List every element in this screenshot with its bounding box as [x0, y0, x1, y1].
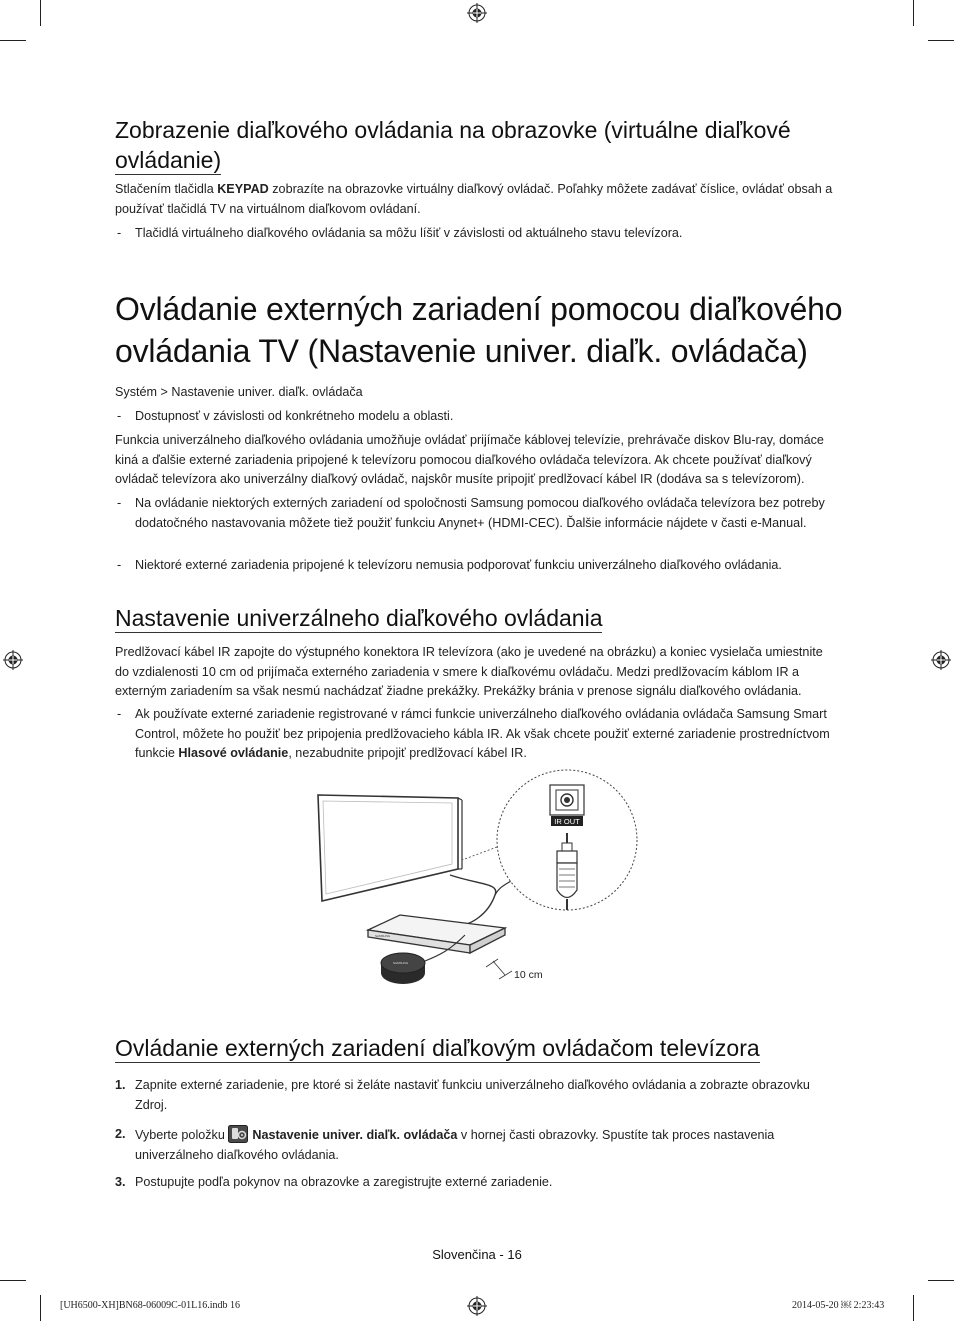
distance-indicator — [486, 959, 512, 979]
heading-line: Ovládanie externých zariadení diaľkovým ovládačom televízora — [115, 1035, 760, 1061]
registration-mark-icon — [3, 650, 23, 670]
section-control-heading — [115, 1033, 760, 1063]
print-info-left: [UH6500-XH]BN68-06009C-01L16.indb 16 — [60, 1300, 240, 1311]
e-manual-reference: e-Manual — [750, 515, 803, 530]
setting-term: Nastavenie univer. diaľk. ovládača — [252, 1128, 458, 1142]
text-span: zobrazíte na obrazovke virtuálny diaľkový ovládač. Poľahky môžete zadávať číslice, ovládať obsah a používať tlačidlá TV na virtuálnom diaľkovom ovládaní. — [115, 182, 833, 216]
text-span: Na ovládanie niektorých externých zariadení od spoločnosti Samsung pomocou diaľkového ovládača televízora bez potreby dodatočného nastavovania môžete tiež použiť funkciu Anynet+ (HDMI-CEC). Ďalšie informácie nájdete v časti — [135, 496, 825, 530]
step-number: 2. — [115, 1127, 126, 1141]
menu-path — [115, 383, 839, 403]
list-item — [115, 1125, 839, 1165]
text-span: Vyberte položku — [135, 1128, 229, 1142]
text-span: v hornej časti obrazovky. Spustíte tak proces nastavenia univerzálneho diaľkového ovládania. — [135, 1128, 775, 1162]
text-span: , nezabudnite pripojiť predlžovací kábel IR. — [288, 746, 527, 760]
menu-path-system: Systém — [115, 385, 157, 399]
virtual-remote-paragraph — [115, 180, 839, 219]
crop-mark — [928, 40, 954, 41]
distance-label: 10 cm — [514, 969, 543, 981]
heading-line: ovládanie) — [115, 147, 222, 173]
heading-line: Ovládanie externých zariadení pomocou diaľkového — [115, 291, 843, 327]
note-item — [115, 494, 839, 533]
text-span: . — [163, 1097, 168, 1112]
step-text — [135, 1076, 839, 1115]
step-number: 1. — [115, 1078, 126, 1092]
registration-mark-icon — [931, 650, 951, 670]
note-item — [115, 705, 839, 764]
registration-mark-icon — [467, 3, 487, 23]
crop-mark — [913, 0, 914, 26]
section-virtual-remote-heading — [115, 115, 791, 175]
step-text — [135, 1173, 839, 1193]
dash-bullet: - — [117, 409, 122, 423]
note-text — [135, 705, 839, 764]
crop-mark — [0, 40, 26, 41]
universal-remote-paragraph: Funkcia univerzálneho diaľkového ovládania umožňuje ovládať prijímače káblovej televízie, prehrávače diskov Blu-ray, domáce kiná a ďalšie externé zariadenia pripojené k televízoru pomocou diaľkového ovládača televízora. Ak chcete používať diaľkový ovládač televízora ako univerzálny diaľkový ovládač, najskôr musíte pripojiť predlžovací kábel IR (dodáva sa s televízorom). — [115, 433, 824, 486]
crop-mark — [0, 1280, 26, 1281]
text-span: Zapnite externé zariadenie, pre ktoré si želáte nastaviť funkciu univerzálneho diaľkového ovládania a zobrazte obrazovku — [135, 1078, 810, 1092]
dash-bullet: - — [117, 226, 122, 240]
external-device-illustration — [368, 915, 505, 953]
heading-line: ovládania TV (Nastavenie univer. diaľk. ovládača) — [115, 333, 808, 369]
step-number: 3. — [115, 1175, 126, 1189]
ir-cable-setup-figure — [300, 765, 650, 1000]
section-setup-heading — [115, 603, 602, 633]
page-number: Slovenčina - 16 — [432, 1247, 522, 1262]
tv-illustration — [318, 795, 462, 901]
keypad-button-name: KEYPAD — [217, 182, 269, 196]
note-text — [135, 494, 839, 533]
list-item — [115, 1173, 839, 1193]
source-term: Zdroj — [135, 1097, 164, 1112]
section-universal-remote-heading — [115, 288, 842, 372]
text-span: Ak používate externé zariadenie registrované v rámci funkcie univerzálneho diaľkového ovládania ovládača Samsung Smart Control, môžete ho použiť bez pripojenia predlžovacieho kábla IR. Ak však chcete použiť externé zariadenie prostredníctvom funkcie — [135, 707, 830, 760]
dash-bullet: - — [117, 707, 122, 721]
dash-bullet: - — [117, 496, 122, 510]
text-span: Postupujte podľa pokynov na obrazovke a zaregistrujte externé zariadenie. — [135, 1175, 553, 1189]
crop-mark — [913, 1295, 914, 1321]
puck-brand-text: SAMSUNG — [393, 961, 409, 965]
crop-mark — [928, 1280, 954, 1281]
voice-control-term: Hlasové ovládanie — [178, 746, 289, 760]
registration-mark-icon — [467, 1296, 487, 1316]
ir-blaster-illustration — [381, 953, 425, 984]
ir-out-label: IR OUT — [554, 817, 580, 826]
crop-mark — [40, 1295, 41, 1321]
note-item — [115, 224, 839, 244]
text-span: . — [803, 515, 807, 530]
setup-paragraph: Predlžovací kábel IR zapojte do výstupného konektora IR televízora (ako je uvedené na obrázku) a koniec vysielača umiestnite do vzdialenosti 10 cm od prijímača externého zariadenia v smere k diaľkovému ovládaču. Medzi predlžovacím káblom IR a externým zariadením sa však nesmú nachádzať žiadne prekážky. Prekážky bránia v prenose signálu diaľkového ovládania. — [115, 645, 823, 698]
universal-remote-setup-icon — [228, 1125, 248, 1143]
heading-line: Nastavenie univerzálneho diaľkového ovládania — [115, 605, 603, 631]
step-text — [135, 1125, 839, 1165]
note-text: Niektoré externé zariadenia pripojené k televízoru nemusia podporovať funkciu univerzálneho diaľkového ovládania. — [135, 558, 782, 572]
heading-line: Zobrazenie diaľkového ovládania na obrazovke (virtuálne diaľkové — [115, 117, 791, 143]
dash-bullet: - — [117, 558, 122, 572]
menu-path-setting: Nastavenie univer. diaľk. ovládača — [171, 385, 363, 399]
list-item — [115, 1076, 839, 1115]
note-item — [115, 407, 839, 427]
crop-mark — [40, 0, 41, 26]
device-brand-text: SAMSUNG — [375, 934, 391, 938]
note-text: Dostupnosť v závislosti od konkrétneho modelu a oblasti. — [135, 409, 454, 423]
note-text: Tlačidlá virtuálneho diaľkového ovládania sa môžu líšiť v závislosti od aktuálneho stavu televízora. — [135, 226, 683, 240]
note-item — [115, 556, 839, 576]
menu-path-separator: > — [157, 385, 172, 399]
print-info-right: 2014-05-20 ￼ 2:23:43 — [792, 1300, 885, 1311]
text-span: Stlačením tlačidla — [115, 182, 218, 196]
